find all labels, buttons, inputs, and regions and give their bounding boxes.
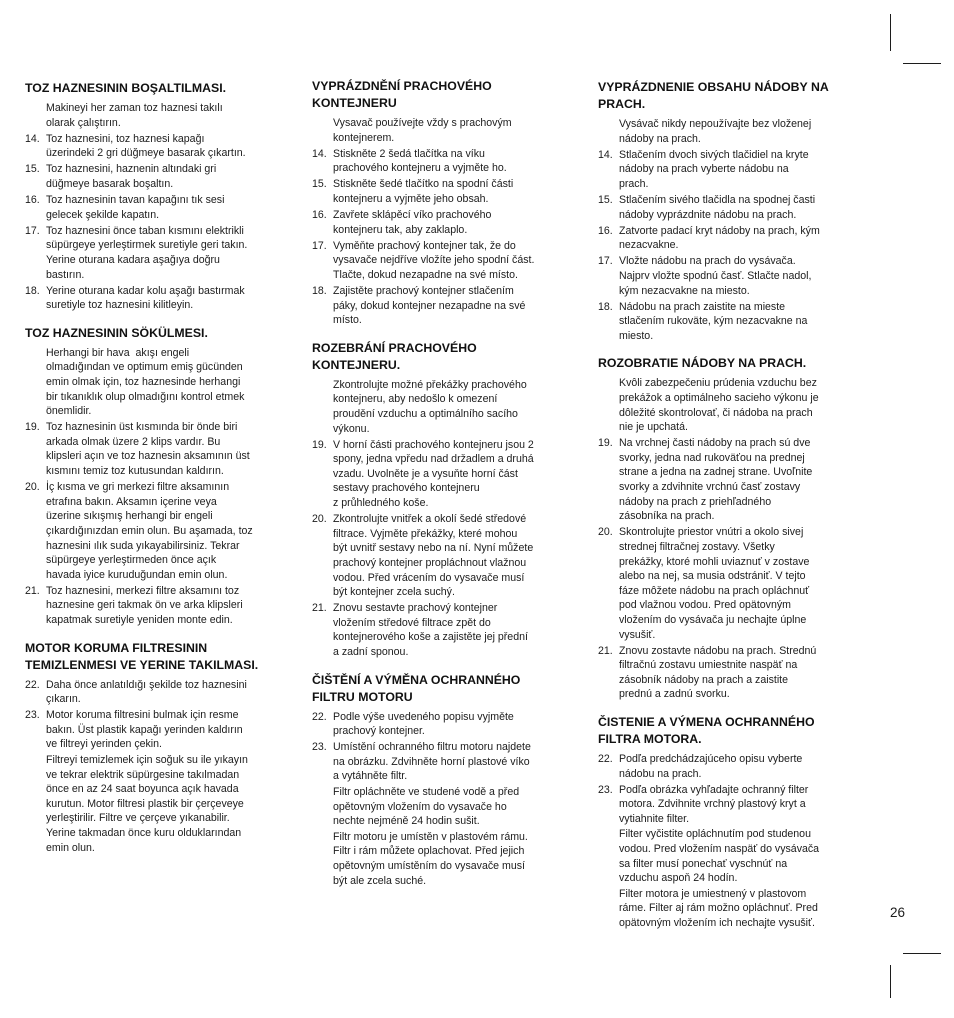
text-line: opětovným vložením do vysavače ho — [333, 800, 507, 813]
list-item — [312, 147, 584, 176]
item-number: 19. — [598, 437, 613, 450]
item-number: 22. — [312, 710, 327, 723]
section-intro — [312, 378, 584, 436]
item-number: 20. — [312, 513, 327, 526]
text-line: dôležité skontrolovať, či nádoba na prach — [619, 406, 813, 419]
item-paragraph — [333, 830, 584, 888]
list-item — [25, 162, 297, 191]
text-line: zásobníka na prach. — [619, 510, 715, 523]
text-line: nie je upchatá. — [619, 421, 688, 434]
text-line: Daha önce anlatıldığı şekilde toz haznesini — [46, 678, 247, 691]
item-paragraph — [619, 436, 870, 524]
section-intro — [598, 376, 870, 434]
list-item — [598, 525, 870, 642]
text-line: prachový kontejner propláchnout vlažnou — [333, 556, 527, 569]
text-line: çıkardığınızdan emin olun. Bu aşamada, toz — [46, 524, 253, 537]
text-line: haznesini ılık suda yıkayabilirsiniz. Tekrar — [46, 539, 240, 552]
heading-line: KONTEJNERU — [312, 96, 397, 110]
item-paragraph — [619, 644, 870, 702]
item-number: 14. — [312, 147, 327, 160]
item-number: 15. — [25, 163, 40, 176]
text-line: Stlačením sivého tlačidla na spodnej časti — [619, 193, 816, 206]
text-line: Toz haznesinin tavan kapağını tık sesi — [46, 194, 225, 207]
text-line: vzadu. Uvolněte je a vysuňte horní část — [333, 467, 518, 480]
text-line: filtrace. Vyjměte překážky, které mohou — [333, 527, 518, 540]
page-number: 26 — [890, 905, 906, 920]
item-paragraph — [333, 284, 584, 328]
manual-section — [25, 640, 297, 856]
text-line: Motor koruma filtresini bulmak için resme — [46, 709, 239, 722]
text-line: nádobu na prach. — [619, 767, 702, 780]
text-line: Filtreyi temizlemek için soğuk su ile yıkayın — [46, 754, 248, 767]
text-line: nádoby na prach z priehľadného — [619, 495, 772, 508]
text-line: Toz haznesini, haznenin altındaki gri — [46, 163, 217, 176]
item-paragraph — [619, 254, 870, 298]
text-line: sestavy prachového kontejneru — [333, 482, 480, 495]
text-line: bastırın. — [46, 268, 85, 281]
text-line: kontejnerem. — [333, 131, 395, 144]
text-line: Vložte nádobu na prach do vysávača. — [619, 255, 796, 268]
text-line: kontejneru a vyjměte jeho obsah. — [333, 192, 489, 205]
text-line: fáze môžete nádobu na prach opláchnuť — [619, 584, 810, 597]
heading-line: TOZ HAZNESININ SÖKÜLMESI. — [25, 325, 208, 340]
text-line: Vyměňte prachový kontejner tak, že do — [333, 239, 516, 252]
text-line: havada iyice kuruduğundan emin olun. — [46, 568, 228, 581]
text-line: Podle výše uvedeného popisu vyjměte — [333, 710, 514, 723]
text-line: nechte nejméně 24 hodin sušit. — [333, 815, 480, 828]
text-line: strednej filtračnej zostavy. Všetky — [619, 540, 775, 553]
item-number: 16. — [25, 194, 40, 207]
item-paragraph — [333, 239, 584, 283]
list-item — [598, 193, 870, 222]
item-paragraph — [46, 132, 297, 161]
item-number: 23. — [25, 709, 40, 722]
text-line: stlačením rukoväte, kým nezacvakne na — [619, 315, 808, 328]
text-line: Vysávač nikdy nepoužívajte bez vloženej — [619, 118, 812, 130]
text-line: na obrázku. Zdvihněte horní plastové víko — [333, 755, 530, 768]
section-heading — [598, 79, 870, 113]
text-line: strane a jedna na zadnej strane. Uvoľnite — [619, 466, 813, 479]
text-line: prach. — [619, 177, 649, 190]
item-number: 15. — [598, 193, 613, 206]
list-item — [312, 208, 584, 237]
list-item — [598, 300, 870, 344]
list-item — [25, 284, 297, 313]
heading-line: ČIŠTĚNÍ A VÝMĚNA OCHRANNÉHO — [312, 672, 521, 687]
heading-line: FILTRA MOTORA. — [598, 731, 702, 746]
text-line: kontejnerového koše a zajistěte jej přední — [333, 631, 528, 644]
text-line: alebo na nej, sa musia odstrániť. V tejto — [619, 570, 806, 583]
text-line: Zatvorte padací kryt nádoby na prach, kým — [619, 224, 820, 237]
item-number: 18. — [312, 285, 327, 298]
item-number: 17. — [312, 239, 327, 252]
list-item — [598, 254, 870, 298]
text-line: páky, dokud kontejner nezapadne na své — [333, 299, 526, 312]
item-paragraph — [46, 678, 297, 707]
item-paragraph — [46, 753, 297, 855]
item-number: 21. — [598, 644, 613, 657]
list-item — [25, 224, 297, 282]
item-paragraph — [46, 584, 297, 628]
column-czech — [312, 78, 584, 888]
item-paragraph — [333, 147, 584, 176]
item-paragraph — [46, 162, 297, 191]
text-line: Filtr i rám můžete oplachovat. Před jejich — [333, 845, 525, 858]
crop-mark-bottom-vertical — [890, 965, 891, 998]
list-item — [598, 148, 870, 192]
list-item — [25, 420, 297, 478]
list-item — [25, 584, 297, 628]
text-line: Znovu zostavte nádobu na prach. Strednú — [619, 644, 817, 657]
text-line: kontejneru, aby nedošlo k omezení — [333, 393, 498, 406]
manual-section — [312, 340, 584, 660]
text-line: prachového kontejneru a vyjměte ho. — [333, 162, 507, 175]
text-line: Vysavač používejte vždy s prachovým — [333, 117, 512, 129]
text-line: gelecek şekilde kapatın. — [46, 208, 160, 221]
text-line: bir tıkanıklık olup olmadığını kontrol etmek — [46, 390, 245, 403]
text-line: kontejneru tak, aby zaklaplo. — [333, 223, 468, 236]
list-item — [312, 438, 584, 511]
text-line: Filtr motoru je umístěn v plastovém rámu. — [333, 830, 528, 843]
list-item — [25, 193, 297, 222]
text-line: kurutun. Motor filtresi plastik bir çerçeveye — [46, 797, 244, 810]
text-line: ráme. Filter aj rám možno opláchnuť. Pred — [619, 902, 818, 915]
section-heading — [25, 80, 297, 97]
item-paragraph — [46, 420, 297, 478]
text-line: nádoby na prach vyberte nádobu na — [619, 163, 789, 176]
list-item — [598, 752, 870, 781]
item-paragraph — [333, 601, 584, 659]
text-line: önce en az 24 saat boyunca açık havada — [46, 783, 239, 796]
text-line: Herhangi bir hava akışı engeli — [46, 346, 190, 359]
text-line: arkada olmak üzere 2 klips vardır. Bu — [46, 435, 221, 448]
text-line: Skontrolujte priestor vnútri a okolo sivej — [619, 526, 804, 539]
section-heading — [312, 78, 584, 112]
section-heading — [25, 325, 297, 342]
item-number: 14. — [598, 148, 613, 161]
text-line: a vytáhněte filtr. — [333, 770, 408, 783]
item-number: 16. — [598, 224, 613, 237]
manual-section — [25, 80, 297, 313]
text-line: kým nezacvakne na miesto. — [619, 284, 750, 297]
item-number: 22. — [598, 752, 613, 765]
text-line: vysavače nejdříve vložíte jeho spodní část. — [333, 254, 535, 267]
text-line: süpürgeye yerleştirmek suretiyle geri takın. — [46, 239, 248, 252]
list-item — [598, 783, 870, 931]
text-line: vložením středové filtrace zpět do — [333, 616, 491, 629]
text-line: prekážok a optimálneho sacieho výkonu je — [619, 392, 819, 404]
list-item — [312, 740, 584, 888]
item-number: 18. — [25, 284, 40, 297]
crop-mark-top-vertical — [890, 14, 891, 51]
section-intro — [312, 116, 584, 145]
text-line: etrafına bakın. Aksamın içerine veya — [46, 495, 217, 508]
item-paragraph — [333, 710, 584, 739]
text-line: Nádobu na prach zaistite na mieste — [619, 300, 786, 313]
text-line: Na vrchnej časti nádoby na prach sú dve — [619, 437, 811, 450]
list-item — [312, 177, 584, 206]
manual-section — [598, 714, 870, 931]
text-line: zásobník nádoby na prach a zaistite — [619, 673, 789, 686]
item-paragraph — [333, 438, 584, 511]
text-line: düğmeye basarak boşaltın. — [46, 177, 174, 190]
column-turkish — [25, 80, 297, 855]
text-line: sa filter musí ponechať vyschnúť na — [619, 857, 788, 870]
crop-mark-bottom-horizontal — [903, 953, 941, 954]
text-line: Yerine takmadan önce kuru olduklarından — [46, 827, 242, 840]
text-line: Toz haznesini, toz haznesi kapağı — [46, 132, 205, 145]
text-line: kapatmak suretiyle yeniden monte edin. — [46, 614, 233, 626]
text-line: spony, jedna vpředu nad držadlem a druhá — [333, 453, 534, 466]
item-number: 23. — [598, 783, 613, 796]
item-number: 16. — [312, 209, 327, 222]
section-intro — [25, 346, 297, 419]
text-line: Zkontrolujte vnitřek a okolí šedé středové — [333, 513, 527, 526]
text-line: Umístění ochranného filtru motoru najdete — [333, 741, 531, 754]
list-item — [312, 601, 584, 659]
item-paragraph — [619, 752, 870, 781]
crop-mark-top-horizontal — [903, 63, 941, 64]
item-number: 20. — [598, 526, 613, 539]
item-number: 17. — [25, 224, 40, 237]
item-paragraph — [619, 887, 870, 931]
list-item — [25, 678, 297, 707]
text-line: emin olun. — [46, 841, 95, 854]
text-line: İç kısma ve gri merkezi filtre aksamının — [46, 481, 230, 494]
section-intro — [598, 117, 870, 146]
item-paragraph — [46, 193, 297, 222]
item-paragraph — [619, 300, 870, 344]
section-heading — [598, 714, 870, 748]
list-item — [312, 710, 584, 739]
text-line: bakın. Üst plastik kapağı yerinden kaldırın — [46, 723, 243, 736]
text-line: Yerine oturana kadar kolu aşağı bastırmak — [46, 284, 245, 297]
text-line: filtračnú zostavu umiestnite naspäť na — [619, 659, 798, 672]
heading-line: PRACH. — [598, 97, 646, 111]
item-paragraph — [46, 224, 297, 282]
text-line: opětovným umístěním do vysavače musí — [333, 860, 525, 873]
text-line: být ale zcela suché. — [333, 874, 427, 887]
heading-line: ROZEBRÁNÍ PRACHOVÉHO — [312, 340, 477, 355]
heading-line: FILTRU MOTORU — [312, 689, 413, 704]
text-line: Yerine oturana kadara aşağıya doğru — [46, 253, 220, 266]
text-line: prekážky, ktoré mohli uviaznuť v zostave — [619, 555, 810, 568]
text-line: Stlačením dvoch sivých tlačidiel na kryte — [619, 148, 809, 161]
item-paragraph — [619, 148, 870, 192]
item-number: 18. — [598, 300, 613, 313]
item-number: 20. — [25, 481, 40, 494]
manual-section — [25, 325, 297, 628]
text-line: prednú a zadnú svorku. — [619, 688, 730, 701]
heading-line: TOZ HAZNESININ BOŞALTILMASI. — [25, 81, 227, 95]
text-line: vodou. Pred vložením naspäť do vysávača — [619, 843, 820, 856]
item-paragraph — [619, 783, 870, 827]
heading-line: MOTOR KORUMA FILTRESININ — [25, 640, 208, 655]
text-line: Znovu sestavte prachový kontejner — [333, 602, 498, 615]
section-heading — [312, 672, 584, 706]
text-line: motora. Zdvihnite vrchný plastový kryt a — [619, 798, 806, 811]
text-line: emin olmak için, toz haznesinde herhangi — [46, 376, 241, 388]
text-line: Filter vyčistite opláchnutím pod studenou — [619, 828, 811, 841]
item-paragraph — [46, 708, 297, 752]
manual-section — [312, 78, 584, 328]
text-line: klipsleri açın ve toz haznesin aksamının üst — [46, 450, 250, 463]
text-line: Podľa obrázka vyhľadajte ochranný filter — [619, 783, 809, 796]
text-line: çıkarın. — [46, 693, 81, 706]
text-line: být uvnitř sestavy nebo na ní. Nyní můžete — [333, 542, 534, 555]
heading-line: ROZOBRATIE NÁDOBY NA PRACH. — [598, 356, 807, 371]
list-item — [25, 480, 297, 582]
column-slovak — [598, 79, 870, 931]
item-number: 22. — [25, 678, 40, 691]
item-paragraph — [619, 224, 870, 253]
text-line: vzduchu aspoň 24 hodín. — [619, 872, 738, 885]
item-number: 23. — [312, 741, 327, 754]
text-line: Najprv vložte spodnú časť. Stlačte nadol, — [619, 269, 812, 282]
item-number: 21. — [25, 584, 40, 597]
text-line: Zkontrolujte možné překážky prachového — [333, 378, 527, 391]
list-item — [25, 132, 297, 161]
text-line: Makineyi her zaman toz haznesi takılı — [46, 102, 223, 114]
list-item — [312, 284, 584, 328]
text-line: svorky, jedna nad rukoväťou na prednej — [619, 451, 805, 464]
list-item — [312, 512, 584, 600]
heading-line: ČISTENIE A VÝMENA OCHRANNÉHO — [598, 714, 815, 729]
text-line: üzerindeki 2 gri düğmeye basarak çıkartın. — [46, 147, 246, 160]
text-line: vytiahnite filter. — [619, 812, 690, 825]
manual-section — [598, 355, 870, 702]
text-line: proudění vzduchu a optimálního sacího — [333, 408, 518, 420]
list-item — [598, 224, 870, 253]
text-line: süpürgeye yerleştirmeden önce açık — [46, 554, 217, 567]
text-line: haznesine geri takmak ön ve arka klipsleri — [46, 599, 243, 612]
item-paragraph — [333, 740, 584, 784]
text-line: önemlidir. — [46, 405, 92, 418]
item-paragraph — [619, 193, 870, 222]
text-line: svorky a zdvihnite vrchnú časť zostavy — [619, 481, 801, 494]
text-line: V horní části prachového kontejneru jsou 2 — [333, 438, 534, 451]
item-number: 19. — [312, 438, 327, 451]
text-line: nádoby vyprázdnite nádobu na prach. — [619, 208, 797, 221]
text-line: olarak çalıştırın. — [46, 116, 121, 129]
text-line: suretiyle toz haznesini kilitleyin. — [46, 299, 194, 312]
item-number: 21. — [312, 602, 327, 615]
manual-section — [312, 672, 584, 889]
list-item — [312, 239, 584, 283]
list-item — [598, 644, 870, 702]
item-paragraph — [333, 785, 584, 829]
text-line: Stiskněte šedé tlačítko na spodní části — [333, 178, 514, 191]
text-line: Zavřete sklápěcí víko prachového — [333, 209, 492, 222]
text-line: Kvôli zabezpečeniu prúdenia vzduchu bez — [619, 377, 817, 390]
section-intro — [25, 101, 297, 130]
manual-section — [598, 79, 870, 343]
item-paragraph — [619, 525, 870, 642]
text-line: výkonu. — [333, 422, 370, 435]
section-heading — [25, 640, 297, 674]
item-paragraph — [46, 480, 297, 582]
text-line: opätovným vložením ich nechajte vysušiť. — [619, 917, 815, 929]
heading-line: VYPRÁZDNENIE OBSAHU NÁDOBY NA — [598, 80, 829, 94]
text-line: kısmını temiz toz kutusundan kaldırın. — [46, 465, 224, 478]
text-line: z průhledného koše. — [333, 497, 429, 510]
text-line: vložením do vysávača ju nechajte úplne — [619, 613, 807, 626]
text-line: vysušiť. — [619, 628, 656, 641]
item-paragraph — [46, 284, 297, 313]
text-line: a zadní sponou. — [333, 646, 409, 658]
text-line: üzerine sıkışmış herhangi bir engeli — [46, 510, 213, 523]
text-line: olmadığından ve optimum emiş gücünden — [46, 361, 243, 374]
heading-line: VYPRÁZDNĚNÍ PRACHOVÉHO — [312, 79, 492, 93]
text-line: místo. — [333, 314, 362, 327]
text-line: Toz haznesini, merkezi filtre aksamını toz — [46, 584, 240, 597]
item-paragraph — [619, 827, 870, 885]
text-line: ve tekrar elektrik süpürgesine takılmadan — [46, 768, 240, 781]
item-paragraph — [333, 177, 584, 206]
list-item — [25, 708, 297, 855]
text-line: nádoby na prach. — [619, 132, 701, 145]
text-line: Toz haznesini önce taban kısmını elektrikli — [46, 224, 244, 237]
item-number: 14. — [25, 132, 40, 145]
text-line: miesto. — [619, 329, 654, 342]
item-number: 17. — [598, 255, 613, 268]
text-line: Zajistěte prachový kontejner stlačením — [333, 285, 514, 298]
section-heading — [598, 355, 870, 372]
text-line: vodou. Před vrácením do vysavače musí — [333, 571, 525, 584]
text-line: Podľa predchádzajúceho opisu vyberte — [619, 752, 803, 765]
text-line: ve filtreyi yerinden çekin. — [46, 738, 162, 751]
heading-line: TEMIZLENMESI VE YERINE TAKILMASI. — [25, 657, 259, 672]
text-line: Tlačte, dokud nezapadne na své místo. — [333, 268, 518, 281]
item-number: 19. — [25, 421, 40, 434]
item-paragraph — [333, 512, 584, 600]
text-line: prachový kontejner. — [333, 725, 425, 738]
text-line: být kontejner zcela suchý. — [333, 586, 455, 599]
text-line: Stiskněte 2 šedá tlačítka na víku — [333, 147, 485, 160]
text-line: pod vlažnou vodou. Pred opätovným — [619, 599, 791, 612]
text-line: Filtr opláchněte ve studené vodě a před — [333, 786, 520, 799]
section-heading — [312, 340, 584, 374]
text-line: Filter motora je umiestnený v plastovom — [619, 887, 807, 900]
item-paragraph — [333, 208, 584, 237]
heading-line: KONTEJNERU. — [312, 357, 401, 372]
list-item — [598, 436, 870, 524]
text-line: nezacvakne. — [619, 239, 679, 252]
text-line: Toz haznesinin üst kısmında bir önde biri — [46, 421, 238, 434]
item-number: 15. — [312, 178, 327, 191]
text-line: yerleştirilir. Filtre ve çerçeve yıkanabilir. — [46, 812, 230, 825]
